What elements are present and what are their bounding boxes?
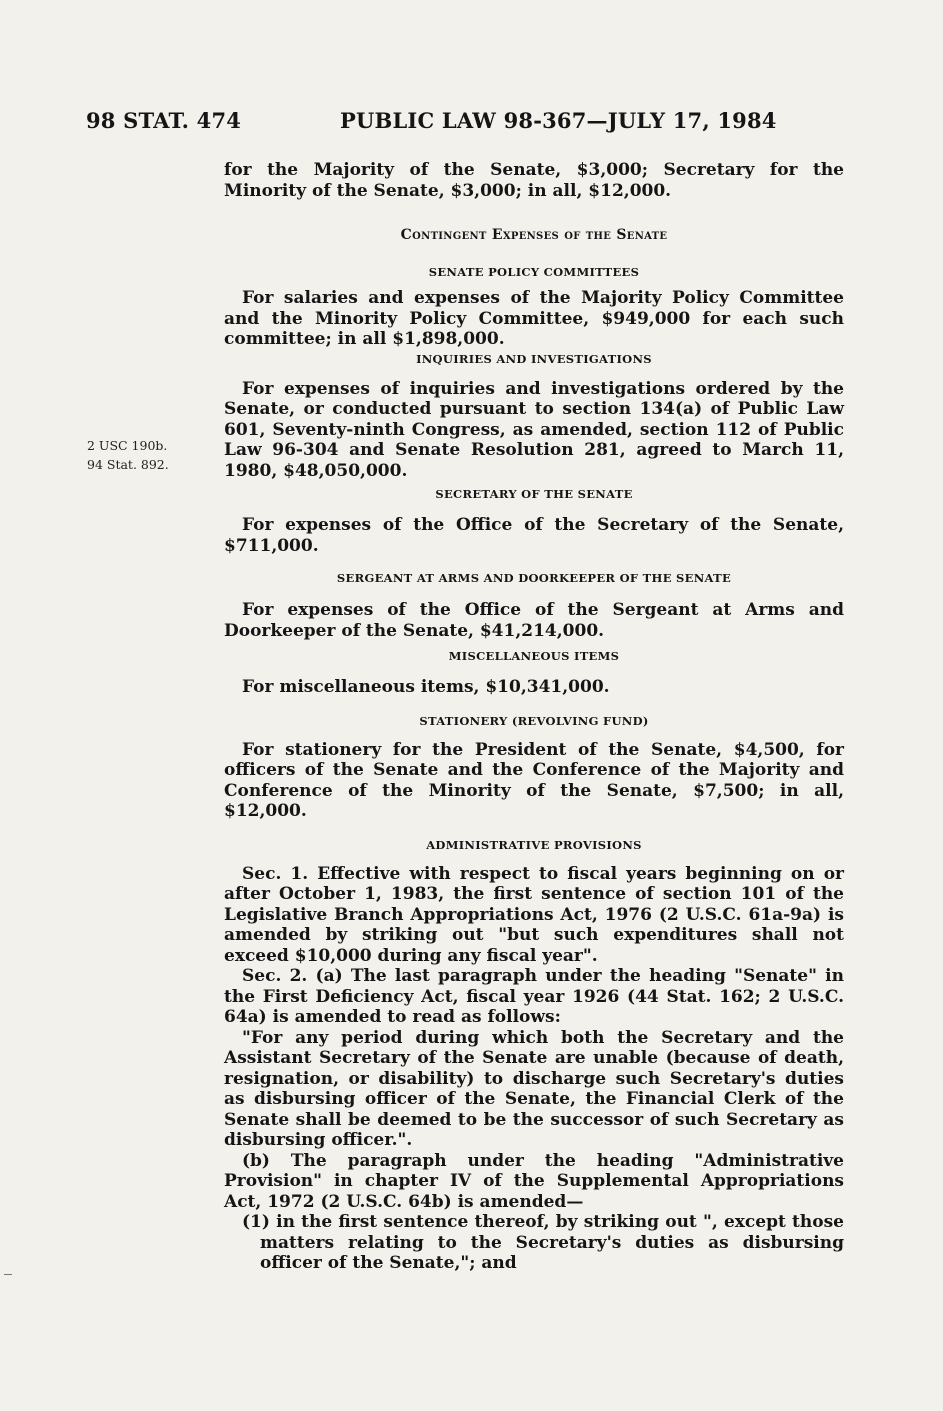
document-body	[224, 160, 844, 1274]
paragraph-policy-committees: For salaries and expenses of the Majority Policy Committee and the Minority Policy Committee, $949,000 for each such committee; in all $1,898,000.	[224, 288, 844, 349]
law-title: PUBLIC LAW 98-367—JULY 17, 1984	[340, 108, 777, 133]
paragraph-secretary: For expenses of the Office of the Secretary of the Senate, $711,000.	[224, 515, 844, 556]
heading-inquiries: INQUIRIES AND INVESTIGATIONS	[416, 351, 652, 366]
paragraph-sergeant: For expenses of the Office of the Sergeant at Arms and Doorkeeper of the Senate, $41,214,000.	[224, 600, 844, 641]
heading-miscellaneous: MISCELLANEOUS ITEMS	[448, 649, 620, 663]
paragraph-sec-2a: Sec. 2. (a) The last paragraph under the heading "Senate" in the First Deficiency Act, fiscal year 1926 (44 Stat. 162; 2 U.S.C. 64a) is amended to read as follows:	[224, 966, 844, 1027]
heading-administrative: ADMINISTRATIVE PROVISIONS	[426, 837, 642, 852]
paragraph-sec-2b-1: (1) in the first sentence thereof, by striking out ", except those matters relating to the Secretary's duties as disbursing officer of the Senate,"; and	[242, 1212, 844, 1273]
page-edge-mark	[4, 1274, 12, 1275]
paragraph-stationery: For stationery for the President of the Senate, $4,500, for officers of the Senate and the Conference of the Majority and Conference of the Minority of the Senate, $7,500; in all, $12,000.	[224, 739, 844, 821]
paragraph-inquiries: For expenses of inquiries and investigations ordered by the Senate, or conducted pursuant to section 134(a) of Public Law 601, Seventy-ninth Congress, as amended, section 112 of Public Law 96-304 and Senate Resolution 281, agreed to March 11, 1980, $48,050,000.	[224, 378, 844, 481]
paragraph-sec-2b: (b) The paragraph under the heading "Administrative Provision" in chapter IV of the Supplemental Appropriations Act, 1972 (2 U.S.C. 64b) is amended—	[224, 1150, 844, 1212]
intro-paragraph: for the Majority of the Senate, $3,000; Secretary for the Minority of the Senate, $3,000; in all, $12,000.	[224, 160, 844, 201]
paragraph-sec-1: Sec. 1. Effective with respect to fiscal years beginning on or after October 1, 1983, the first sentence of section 101 of the Legislative Branch Appropriations Act, 1976 (2 U.S.C. 61a-9a) is amended by striking out "but such expenditures shall not exceed $10,000 during any fiscal year".	[224, 863, 844, 966]
paragraph-quoted-text: "For any period during which both the Secretary and the Assistant Secretary of the Senate are unable (because of death, resignation, or disability) to discharge such Secretary's duties as disbursing officer of the Senate, the Financial Clerk of the Senate shall be deemed to be the successor of such Secretary as disbursing officer.".	[224, 1027, 844, 1150]
margin-note-stat: 94 Stat. 892.	[87, 457, 169, 472]
paragraph-miscellaneous: For miscellaneous items, $10,341,000.	[242, 677, 610, 697]
heading-sergeant: SERGEANT AT ARMS AND DOORKEEPER OF THE SENATE	[336, 571, 732, 585]
heading-secretary: SECRETARY OF THE SENATE	[435, 487, 633, 501]
margin-note-usc: 2 USC 190b.	[87, 438, 168, 453]
heading-policy-committees: SENATE POLICY COMMITTEES	[428, 265, 640, 279]
stat-reference: 98 STAT. 474	[86, 108, 242, 133]
heading-stationery: STATIONERY (REVOLVING FUND)	[419, 713, 649, 728]
section-heading-contingent: Contingent Expenses of the Senate	[400, 227, 668, 243]
